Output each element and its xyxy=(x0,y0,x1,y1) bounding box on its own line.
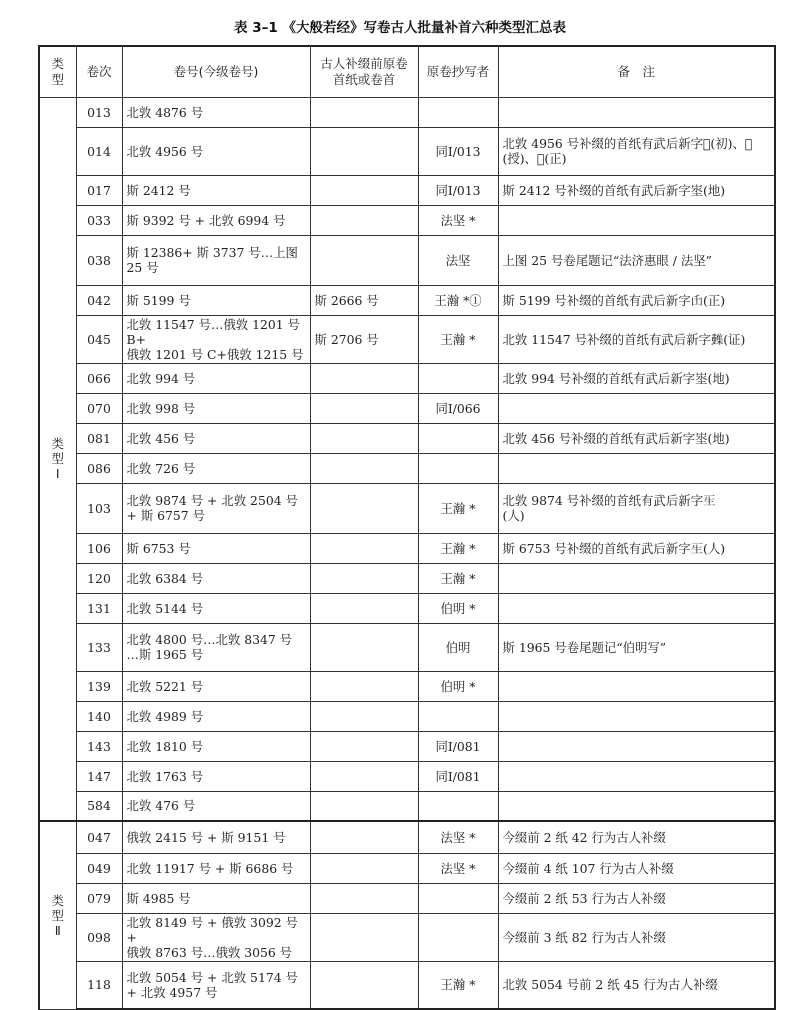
header-notes: 备 注 xyxy=(498,46,775,97)
number-cell: 斯 2412 号 xyxy=(122,175,310,205)
ancient-cell xyxy=(310,563,418,593)
header-copyist: 原卷抄写者 xyxy=(418,46,498,97)
note-cell xyxy=(498,97,775,127)
note-cell xyxy=(498,671,775,701)
copyist-cell: 法坚 * xyxy=(418,853,498,883)
number-cell: 斯 6753 号 xyxy=(122,533,310,563)
ancient-cell xyxy=(310,913,418,961)
copyist-cell xyxy=(418,791,498,821)
note-cell: 斯 6753 号补缀的首纸有武后新字𤯔(人) xyxy=(498,533,775,563)
number-cell: 北敦 456 号 xyxy=(122,423,310,453)
copyist-cell xyxy=(418,701,498,731)
juan-cell: 081 xyxy=(76,423,122,453)
note-cell: 斯 2412 号补缀的首纸有武后新字埊(地) xyxy=(498,175,775,205)
number-cell: 北敦 8149 号 + 俄敦 3092 号 + 俄敦 8763 号…俄敦 3056 号 xyxy=(122,913,310,961)
juan-cell: 147 xyxy=(76,761,122,791)
table-row xyxy=(39,393,775,423)
header-type: 类 型 xyxy=(39,46,76,97)
juan-cell: 120 xyxy=(76,563,122,593)
ancient-cell xyxy=(310,623,418,671)
copyist-cell: 法坚 * xyxy=(418,821,498,853)
note-cell: 北敦 456 号补缀的首纸有武后新字埊(地) xyxy=(498,423,775,453)
number-cell: 北敦 4876 号 xyxy=(122,97,310,127)
juan-cell: 033 xyxy=(76,205,122,235)
table-row xyxy=(39,235,775,285)
ancient-cell xyxy=(310,453,418,483)
table-body xyxy=(39,97,775,1009)
note-cell xyxy=(498,731,775,761)
ancient-cell xyxy=(310,423,418,453)
ancient-cell xyxy=(310,671,418,701)
juan-cell: 103 xyxy=(76,483,122,533)
table-row xyxy=(39,821,775,853)
juan-cell: 133 xyxy=(76,623,122,671)
table-title: 表 3–1 《大般若经》写卷古人批量补首六种类型汇总表 xyxy=(234,20,566,36)
ancient-cell xyxy=(310,731,418,761)
copyist-cell: 王瀚 * xyxy=(418,533,498,563)
copyist-cell: 法坚 * xyxy=(418,205,498,235)
summary-table xyxy=(38,45,776,1010)
copyist-cell: 同Ⅰ/081 xyxy=(418,761,498,791)
note-cell: 今缀前 2 纸 53 行为古人补缀 xyxy=(498,883,775,913)
number-cell: 北敦 998 号 xyxy=(122,393,310,423)
ancient-cell xyxy=(310,761,418,791)
note-cell: 北敦 11547 号补缀的首纸有武后新字𨤹(证) xyxy=(498,315,775,363)
note-cell: 今缀前 3 纸 82 行为古人补缀 xyxy=(498,913,775,961)
type-group-label: 类 型 Ⅱ xyxy=(39,821,76,1009)
ancient-cell xyxy=(310,127,418,175)
note-cell: 北敦 9874 号补缀的首纸有武后新字𤯔 (人) xyxy=(498,483,775,533)
number-cell: 斯 12386+ 斯 3737 号…上图 25 号 xyxy=(122,235,310,285)
ancient-cell: 斯 2706 号 xyxy=(310,315,418,363)
note-cell: 斯 1965 号卷尾题记“伯明写” xyxy=(498,623,775,671)
note-cell: 今缀前 2 纸 42 行为古人补缀 xyxy=(498,821,775,853)
table-row xyxy=(39,423,775,453)
juan-cell: 131 xyxy=(76,593,122,623)
copyist-cell xyxy=(418,883,498,913)
note-cell: 今缀前 4 纸 107 行为古人补缀 xyxy=(498,853,775,883)
copyist-cell: 同Ⅰ/013 xyxy=(418,127,498,175)
number-cell: 斯 9392 号 + 北敦 6994 号 xyxy=(122,205,310,235)
number-cell: 俄敦 2415 号 + 斯 9151 号 xyxy=(122,821,310,853)
juan-cell: 066 xyxy=(76,363,122,393)
number-cell: 北敦 4956 号 xyxy=(122,127,310,175)
note-cell xyxy=(498,563,775,593)
number-cell: 北敦 476 号 xyxy=(122,791,310,821)
note-cell: 上图 25 号卷尾题记“法济惠眼 / 法坚” xyxy=(498,235,775,285)
copyist-cell: 法坚 xyxy=(418,235,498,285)
table-row xyxy=(39,453,775,483)
juan-cell: 139 xyxy=(76,671,122,701)
note-cell xyxy=(498,761,775,791)
juan-cell: 014 xyxy=(76,127,122,175)
table-row xyxy=(39,731,775,761)
copyist-cell: 王瀚 * xyxy=(418,315,498,363)
note-cell xyxy=(498,701,775,731)
table-row xyxy=(39,961,775,1009)
number-cell: 斯 4985 号 xyxy=(122,883,310,913)
juan-cell: 106 xyxy=(76,533,122,563)
ancient-cell xyxy=(310,393,418,423)
table-row xyxy=(39,883,775,913)
table-row xyxy=(39,563,775,593)
note-cell: 斯 5199 号补缀的首纸有武后新字𠙺(正) xyxy=(498,285,775,315)
number-cell: 北敦 5144 号 xyxy=(122,593,310,623)
table-row xyxy=(39,623,775,671)
ancient-cell xyxy=(310,533,418,563)
copyist-cell: 同Ⅰ/081 xyxy=(418,731,498,761)
copyist-cell xyxy=(418,453,498,483)
copyist-cell xyxy=(418,97,498,127)
juan-cell: 047 xyxy=(76,821,122,853)
juan-cell: 143 xyxy=(76,731,122,761)
number-cell: 北敦 4800 号…北敦 8347 号 …斯 1965 号 xyxy=(122,623,310,671)
copyist-cell: 伯明 xyxy=(418,623,498,671)
ancient-cell xyxy=(310,593,418,623)
ancient-cell xyxy=(310,363,418,393)
ancient-cell xyxy=(310,175,418,205)
juan-cell: 079 xyxy=(76,883,122,913)
table-row xyxy=(39,701,775,731)
table-row xyxy=(39,533,775,563)
juan-cell: 042 xyxy=(76,285,122,315)
ancient-cell xyxy=(310,853,418,883)
number-cell: 北敦 1810 号 xyxy=(122,731,310,761)
note-cell xyxy=(498,453,775,483)
juan-cell: 045 xyxy=(76,315,122,363)
number-cell: 北敦 6384 号 xyxy=(122,563,310,593)
copyist-cell: 王瀚 *① xyxy=(418,285,498,315)
ancient-cell xyxy=(310,821,418,853)
ancient-cell xyxy=(310,961,418,1009)
ancient-cell xyxy=(310,483,418,533)
copyist-cell xyxy=(418,423,498,453)
juan-cell: 049 xyxy=(76,853,122,883)
table-row xyxy=(39,363,775,393)
table-row xyxy=(39,761,775,791)
type-group-label: 类 型 Ⅰ xyxy=(39,97,76,821)
table-row xyxy=(39,127,775,175)
number-cell: 北敦 5054 号 + 北敦 5174 号 + 北敦 4957 号 xyxy=(122,961,310,1009)
copyist-cell: 王瀚 * xyxy=(418,961,498,1009)
table-row xyxy=(39,97,775,127)
copyist-cell: 伯明 * xyxy=(418,671,498,701)
juan-cell: 098 xyxy=(76,913,122,961)
note-cell: 北敦 5054 号前 2 纸 45 行为古人补缀 xyxy=(498,961,775,1009)
juan-cell: 017 xyxy=(76,175,122,205)
header-ancient: 古人补缀前原卷 首纸或卷首 xyxy=(310,46,418,97)
table-row xyxy=(39,315,775,363)
number-cell: 北敦 4989 号 xyxy=(122,701,310,731)
header-row xyxy=(39,46,775,97)
juan-cell: 086 xyxy=(76,453,122,483)
note-cell: 北敦 994 号补缀的首纸有武后新字埊(地) xyxy=(498,363,775,393)
juan-cell: 118 xyxy=(76,961,122,1009)
copyist-cell: 同Ⅰ/066 xyxy=(418,393,498,423)
ancient-cell xyxy=(310,97,418,127)
header-juan: 卷次 xyxy=(76,46,122,97)
ancient-cell xyxy=(310,791,418,821)
number-cell: 北敦 11917 号 + 斯 6686 号 xyxy=(122,853,310,883)
table-row xyxy=(39,913,775,961)
table-row xyxy=(39,483,775,533)
table-row xyxy=(39,791,775,821)
juan-cell: 584 xyxy=(76,791,122,821)
copyist-cell: 同Ⅰ/013 xyxy=(418,175,498,205)
juan-cell: 013 xyxy=(76,97,122,127)
number-cell: 北敦 994 号 xyxy=(122,363,310,393)
number-cell: 北敦 9874 号 + 北敦 2504 号 + 斯 6757 号 xyxy=(122,483,310,533)
ancient-cell xyxy=(310,235,418,285)
header-number: 卷号(今级卷号) xyxy=(122,46,310,97)
copyist-cell xyxy=(418,913,498,961)
note-cell xyxy=(498,791,775,821)
juan-cell: 140 xyxy=(76,701,122,731)
table-row xyxy=(39,853,775,883)
note-cell xyxy=(498,205,775,235)
note-cell xyxy=(498,593,775,623)
ancient-cell xyxy=(310,883,418,913)
table-row xyxy=(39,285,775,315)
table-row xyxy=(39,175,775,205)
copyist-cell: 伯明 * xyxy=(418,593,498,623)
table-row xyxy=(39,205,775,235)
ancient-cell xyxy=(310,701,418,731)
ancient-cell: 斯 2666 号 xyxy=(310,285,418,315)
ancient-cell xyxy=(310,205,418,235)
number-cell: 斯 5199 号 xyxy=(122,285,310,315)
copyist-cell: 王瀚 * xyxy=(418,483,498,533)
juan-cell: 070 xyxy=(76,393,122,423)
note-cell xyxy=(498,393,775,423)
number-cell: 北敦 5221 号 xyxy=(122,671,310,701)
juan-cell: 038 xyxy=(76,235,122,285)
number-cell: 北敦 726 号 xyxy=(122,453,310,483)
number-cell: 北敦 11547 号…俄敦 1201 号 B+ 俄敦 1201 号 C+俄敦 1215 号 xyxy=(122,315,310,363)
copyist-cell xyxy=(418,363,498,393)
copyist-cell: 王瀚 * xyxy=(418,563,498,593)
number-cell: 北敦 1763 号 xyxy=(122,761,310,791)
table-row xyxy=(39,593,775,623)
table-row xyxy=(39,671,775,701)
note-cell: 北敦 4956 号补缀的首纸有武后新字𠀑(初)、𥠢(授)、𠙺(正) xyxy=(498,127,775,175)
